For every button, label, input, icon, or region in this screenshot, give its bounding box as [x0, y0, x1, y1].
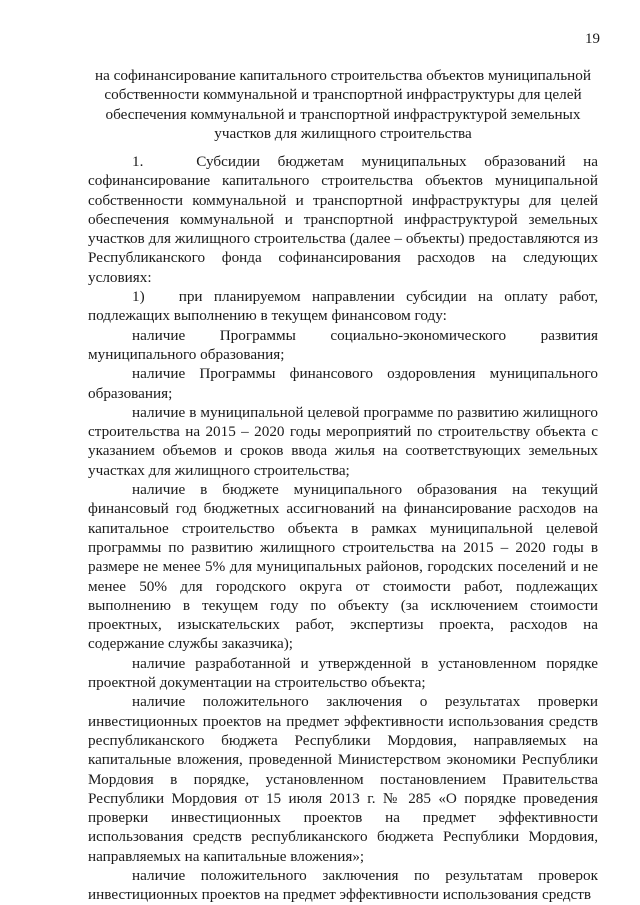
- paragraph: наличие разработанной и утвержденной в установленном порядке проектной документации на строительство объекта;: [88, 654, 598, 692]
- paragraph: наличие в бюджете муниципального образования на текущий финансовый год бюджетных ассигнований на финансирование расходов на капитальное строительство объекта в рамках муниципальной целевой программы по развитию жилищного строительства на 2015 – 2020 годы в размере не менее 5% для муниципальных районов, городских поселений и не менее 50% для городского округа от стоимости работ, подлежащих выполнению в текущем году по объекту (за исключением стоимости проектных, изыскательских работ, экспертизы проекта, расходов на содержание службы заказчика);: [88, 481, 598, 653]
- paragraph: наличие Программы финансового оздоровления муниципального образования;: [88, 365, 598, 402]
- paragraph: 1) при планируемом направлении субсидии на оплату работ, подлежащих выполнению в текущем финансовом году:: [88, 288, 598, 325]
- paragraph: наличие положительного заключения о результатах проверки инвестиционных проектов на предмет эффективности использования средств республиканского бюджета Республики Мордовия, направляемых на капитальные вложения, проведенной Министерством экономики Республики Мордовия в порядке, установленном постановлением Правительства Республики Мордовия от 15 июля 2013 г. № 285 «О порядке проведения проверки инвестиционных проектов на предмет эффективности использования средств республиканского бюджета Республики Мордовия, направляемых на капитальные вложения»;: [88, 693, 598, 865]
- section-title: на софинансирование капитального строительства объектов муниципальной собственности коммунальной и транспортной инфраструктуры для целей обеспечения коммунальной и транспортной инфраструктурой земельных участков для жилищного строительства: [94, 67, 592, 142]
- paragraph: наличие положительного заключения по результатам проверок инвестиционных проектов на предмет эффективности использования средств: [88, 866, 598, 904]
- document-body: [88, 152, 598, 905]
- page-number: 19: [585, 31, 600, 47]
- paragraph: 1. Субсидии бюджетам муниципальных образований на софинансирование капитального строительства объектов муниципальной собственности коммунальной и транспортной инфраструктуры для целей обеспечения коммунальной и транспортной инфраструктурой земельных участков для жилищного строительства (далее – объекты) предоставляются из Республиканского фонда софинансирования расходов на следующих условиях:: [88, 153, 598, 286]
- paragraph: наличие в муниципальной целевой программе по развитию жилищного строительства на 2015 – 2020 годы мероприятий по строительству объекта с указанием объемов и сроков ввода жилья на соответствующих земельных участках для жилищного строительства;: [88, 403, 598, 479]
- paragraph: наличие Программы социально-экономического развития муниципального образования;: [88, 326, 598, 363]
